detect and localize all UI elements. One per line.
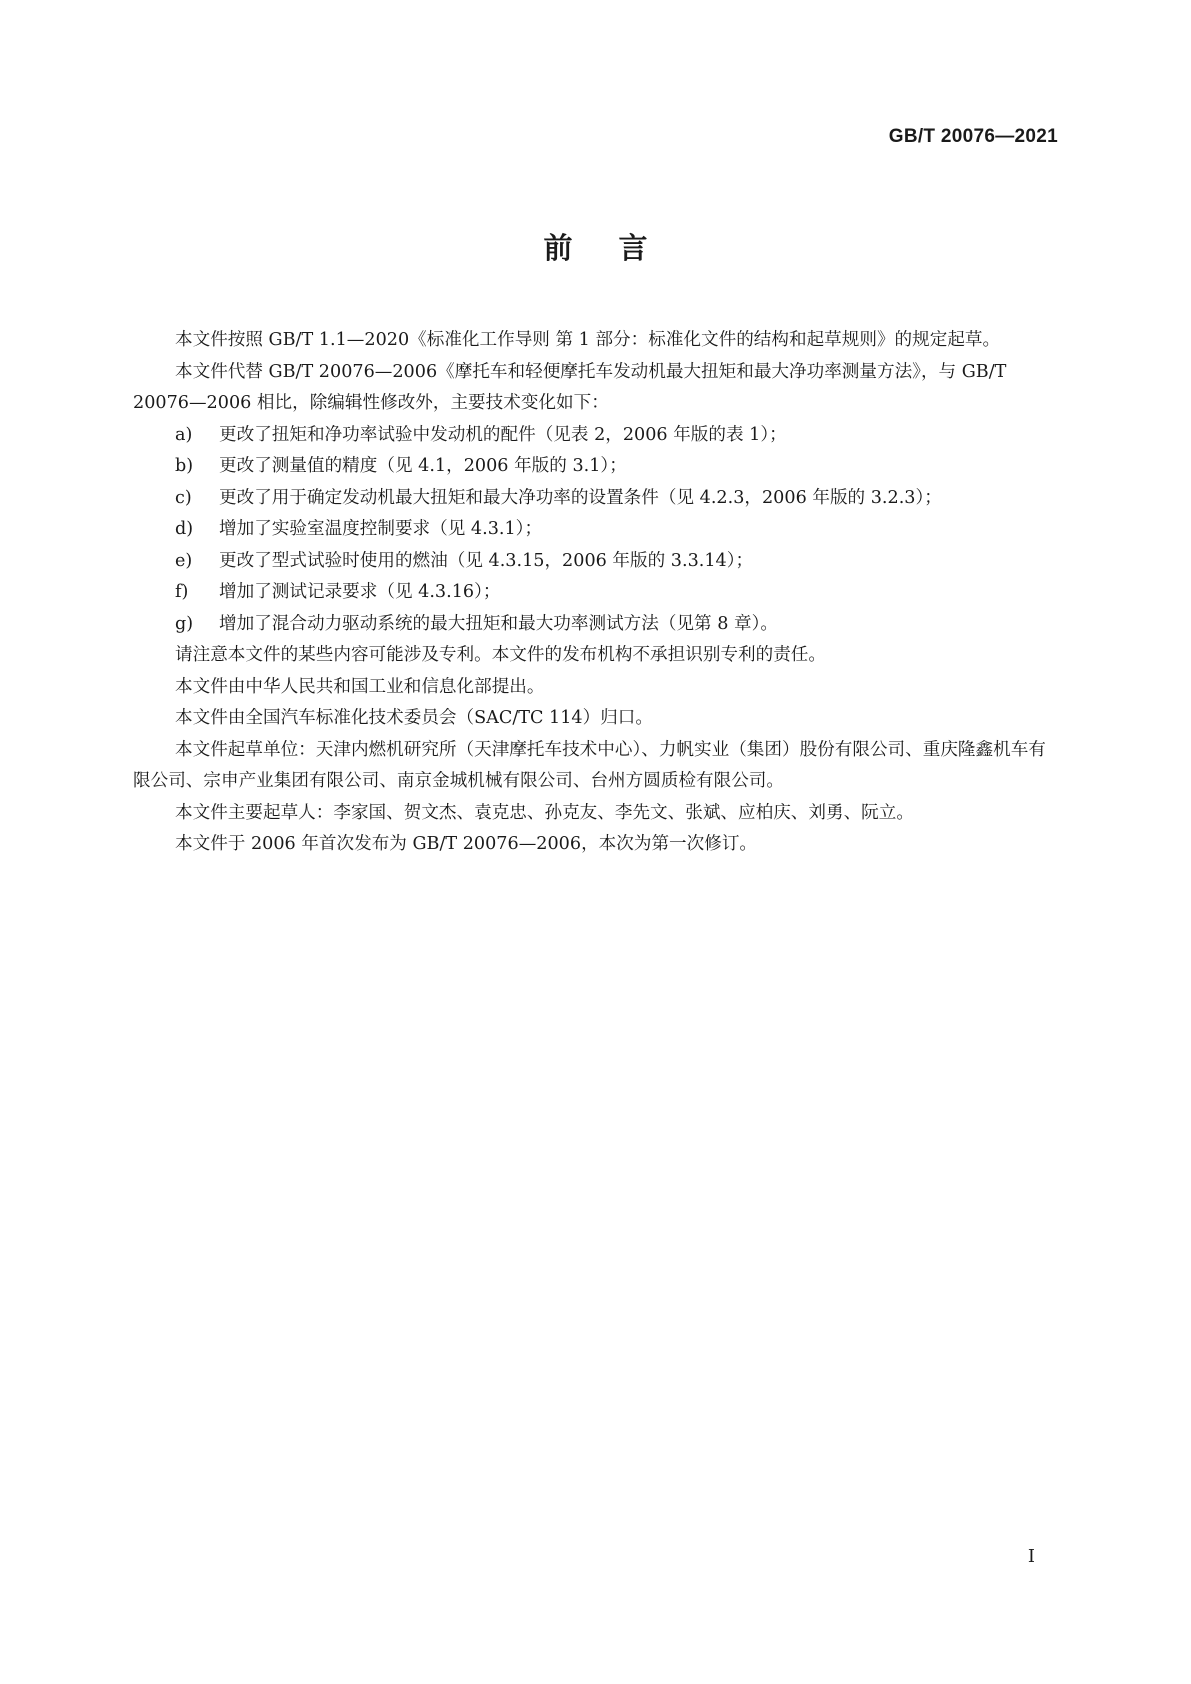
list-item [133,451,1059,483]
list-marker: g) [175,613,194,634]
paragraph-proposer: 本文件由中华人民共和国工业和信息化部提出。 [175,676,545,697]
paragraph-drafting-units: 本文件起草单位：天津内燃机研究所（天津摩托车技术中心）、力帆实业（集团）股份有限公司、重庆隆鑫机车有限公司、宗申产业集团有限公司、南京金城机械有限公司、台州方圆质检有限公司。 [133,739,1046,791]
list-item [133,577,1059,609]
page-title: 前言 [543,231,694,265]
list-item-text: 更改了用于确定发动机最大扭矩和最大净功率的设置条件（见 4.2.3，2006 年版的 3.2.3）； [219,487,942,508]
changes-list [133,420,1059,641]
list-item [133,483,1059,515]
list-item-text: 更改了扭矩和净功率试验中发动机的配件（见表 2，2006 年版的表 1）； [219,424,787,445]
list-marker: a) [175,424,193,445]
paragraph-technical-committee: 本文件由全国汽车标准化技术委员会（SAC/TC 114）归口。 [175,708,653,728]
list-item-text: 更改了测量值的精度（见 4.1，2006 年版的 3.1）； [219,456,627,476]
list-item [133,546,1059,578]
foreword-body [133,325,1059,861]
list-item-text: 更改了型式试验时使用的燃油（见 4.3.15，2006 年版的 3.3.14）； [219,550,754,571]
paragraph-drafting-rules: 本文件按照 GB/T 1.1—2020《标准化工作导则 第 1 部分：标准化文件的结构和起草规则》的规定起草。 [175,330,1001,350]
paragraph-drafters: 本文件主要起草人：李家国、贺文杰、袁克忠、孙克友、李先文、张斌、应柏庆、刘勇、阮立。 [175,802,914,823]
list-marker: b) [175,456,194,476]
page-number: I [1027,1546,1035,1567]
list-item-text: 增加了测试记录要求（见 4.3.16）； [219,582,501,602]
paragraph-replacement: 本文件代替 GB/T 20076—2006《摩托车和轻便摩托车发动机最大扭矩和最大净功率测量方法》，与 GB/T 20076—2006 相比，除编辑性修改外，主要技术变化如下： [133,361,1007,413]
list-marker: d) [175,519,194,539]
list-marker: e) [175,550,193,571]
list-item-text: 增加了混合动力驱动系统的最大扭矩和最大功率测试方法（见第 8 章）。 [219,613,778,634]
paragraph-patent-notice: 请注意本文件的某些内容可能涉及专利。本文件的发布机构不承担识别专利的责任。 [175,645,826,665]
list-marker: c) [175,487,192,508]
list-item [133,514,1059,546]
list-item [133,609,1059,641]
list-item [133,420,1059,452]
standard-number: GB/T 20076—2021 [888,126,1058,147]
list-item-text: 增加了实验室温度控制要求（见 4.3.1）； [219,519,543,539]
paragraph-history: 本文件于 2006 年首次发布为 GB/T 20076—2006，本次为第一次修订。 [175,834,758,854]
list-marker: f) [175,582,189,602]
